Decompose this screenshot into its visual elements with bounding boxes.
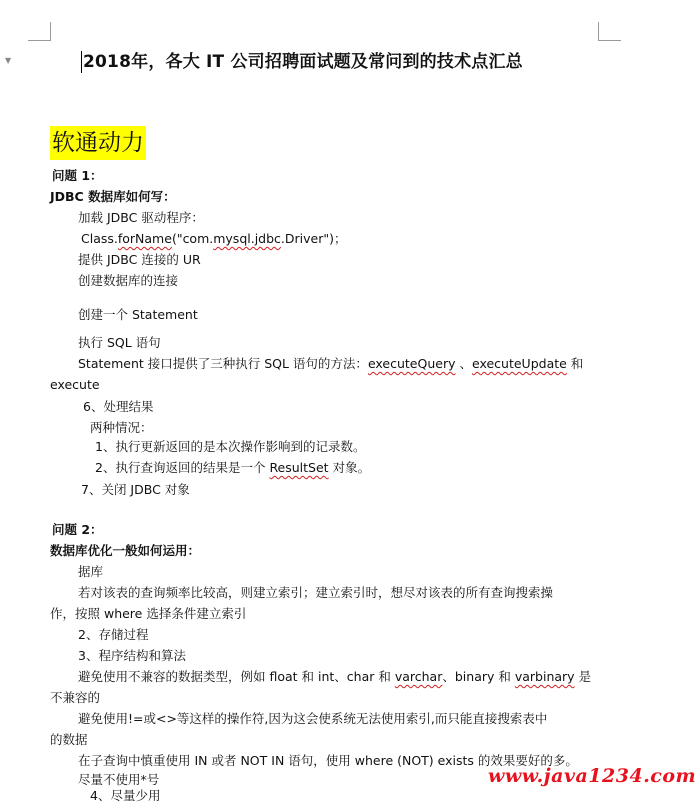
text-cursor	[81, 51, 82, 73]
q1-line-3[interactable]: 提供 JDBC 连接的 UR	[78, 252, 201, 267]
q1-line-7-text: 和	[566, 356, 584, 371]
q1-line-7-text: Statement 接口提供了三种执行 SQL 语句的方法：	[78, 356, 368, 371]
q2-line-6-text: 避免使用不兼容的数据类型，例如 float 和 int、char 和	[78, 669, 395, 684]
q2-line-6-text: 是	[574, 669, 592, 684]
q1-line-5[interactable]: 创建一个 Statement	[78, 307, 198, 322]
q1-line-2-text: .Driver")；	[280, 231, 347, 246]
q2-line-10[interactable]: 在子查询中慎重使用 IN 或者 NOT IN 语句，使用 where (NOT) exists 的效果要好的多。	[78, 753, 578, 768]
company-heading[interactable]: 软通动力	[50, 126, 146, 160]
collapse-caret-icon[interactable]: ▼	[5, 56, 12, 65]
spell-flag: forName	[117, 231, 172, 246]
q1-line-9[interactable]: 6、处理结果	[83, 399, 154, 414]
spell-flag: mysql.jdbc	[213, 231, 281, 246]
q1-line-4[interactable]: 创建数据库的连接	[78, 273, 179, 288]
spell-flag: ResultSet	[269, 460, 329, 475]
spell-flag: varchar	[394, 669, 443, 684]
q2-line-3[interactable]: 作，按照 where 选择条件建立索引	[50, 606, 247, 621]
q2-heading[interactable]: 数据库优化一般如何运用：	[50, 543, 201, 558]
q2-label[interactable]: 问题 2：	[52, 522, 103, 537]
document-title[interactable]: 2018年，各大 IT 公司招聘面试题及常问到的技术点汇总	[83, 52, 523, 72]
q1-line-7[interactable]	[78, 355, 583, 372]
q2-line-8[interactable]: 避免使用!=或<>等这样的操作符,因为这会使系统无法使用索引,而只能直接搜索表中	[78, 711, 548, 726]
margin-corner-mark	[28, 22, 51, 41]
q1-line-2-text: Class.	[81, 231, 118, 246]
q1-line-2[interactable]	[81, 230, 347, 247]
q1-label[interactable]: 问题 1：	[52, 168, 103, 183]
spell-flag: varbinary	[514, 669, 575, 684]
q1-line-2-text: ("com.	[171, 231, 214, 246]
q1-line-12-text: 2、执行查询返回的结果是一个	[95, 460, 270, 475]
q1-line-11[interactable]: 1、执行更新返回的是本次操作影响到的记录数。	[95, 439, 366, 454]
spell-flag: executeQuery	[367, 356, 456, 371]
q2-line-12-clipped	[90, 787, 180, 803]
q2-line-2[interactable]: 若对该表的查询频率比较高，则建立索引；建立索引时，想尽对该表的所有查询搜索操	[78, 585, 554, 600]
spell-flag: executeUpdate	[471, 356, 567, 371]
q1-line-8[interactable]: execute	[50, 377, 100, 392]
q1-line-12[interactable]	[95, 459, 370, 476]
q1-line-7-text: 、	[455, 356, 472, 371]
margin-corner-mark	[598, 22, 621, 41]
q1-line-1[interactable]: 加载 JDBC 驱动程序：	[78, 210, 204, 225]
q1-line-12-text: 对象。	[328, 460, 371, 475]
q1-line-6[interactable]: 执行 SQL 语句	[78, 335, 161, 350]
q2-line-1[interactable]: 据库	[78, 564, 104, 579]
q1-line-10[interactable]: 两种情况：	[90, 420, 153, 435]
q2-line-4[interactable]: 2、存储过程	[78, 627, 149, 642]
q2-line-12: 4、尽量少用	[90, 788, 161, 803]
q1-line-13[interactable]: 7、关闭 JDBC 对象	[81, 482, 190, 497]
q2-line-7[interactable]: 不兼容的	[50, 690, 101, 705]
watermark: www.java1234.com	[488, 765, 696, 787]
q1-heading[interactable]: JDBC 数据库如何写：	[50, 189, 176, 204]
q2-line-9[interactable]: 的数据	[50, 732, 88, 747]
q2-line-6[interactable]	[78, 668, 591, 685]
q2-line-6-text: 、binary 和	[442, 669, 515, 684]
q2-line-5[interactable]: 3、程序结构和算法	[78, 648, 186, 663]
q2-line-11[interactable]: 尽量不使用*号	[78, 772, 160, 787]
